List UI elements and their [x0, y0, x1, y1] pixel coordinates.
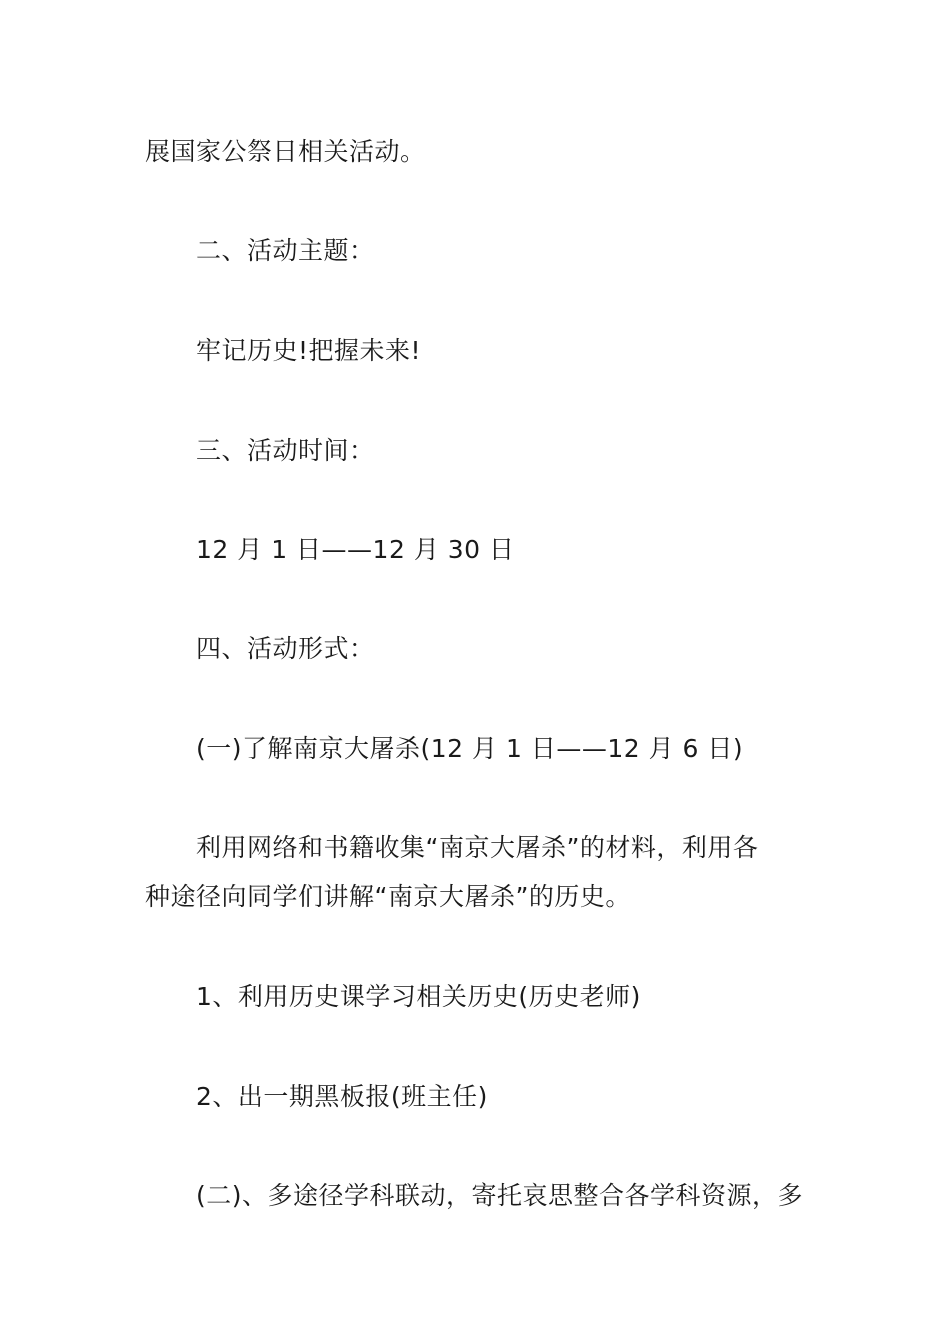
heading-activity-form: 四、活动形式：: [196, 634, 375, 663]
list-item-history-class: 1、利用历史课学习相关历史(历史老师): [196, 982, 641, 1011]
text-theme-slogan: 牢记历史!把握未来!: [196, 336, 422, 365]
subheading-learn-history: (一)了解南京大屠杀(12 月 1 日——12 月 6 日): [196, 734, 744, 763]
heading-activity-time: 三、活动时间：: [196, 436, 375, 465]
text-activity-dates: 12 月 1 日——12 月 30 日: [196, 535, 515, 564]
subheading-subject-linkage: (二)、多途径学科联动，寄托哀思整合各学科资源，多: [196, 1181, 804, 1210]
list-item-blackboard: 2、出一期黑板报(班主任): [196, 1082, 488, 1111]
text-line-continuation: 展国家公祭日相关活动。: [145, 137, 426, 166]
text-paragraph-line-2: 种途径向同学们讲解“南京大屠杀”的历史。: [145, 882, 631, 911]
text-paragraph-line-1: 利用网络和书籍收集“南京大屠杀”的材料，利用各: [196, 833, 759, 862]
heading-activity-theme: 二、活动主题：: [196, 236, 375, 265]
